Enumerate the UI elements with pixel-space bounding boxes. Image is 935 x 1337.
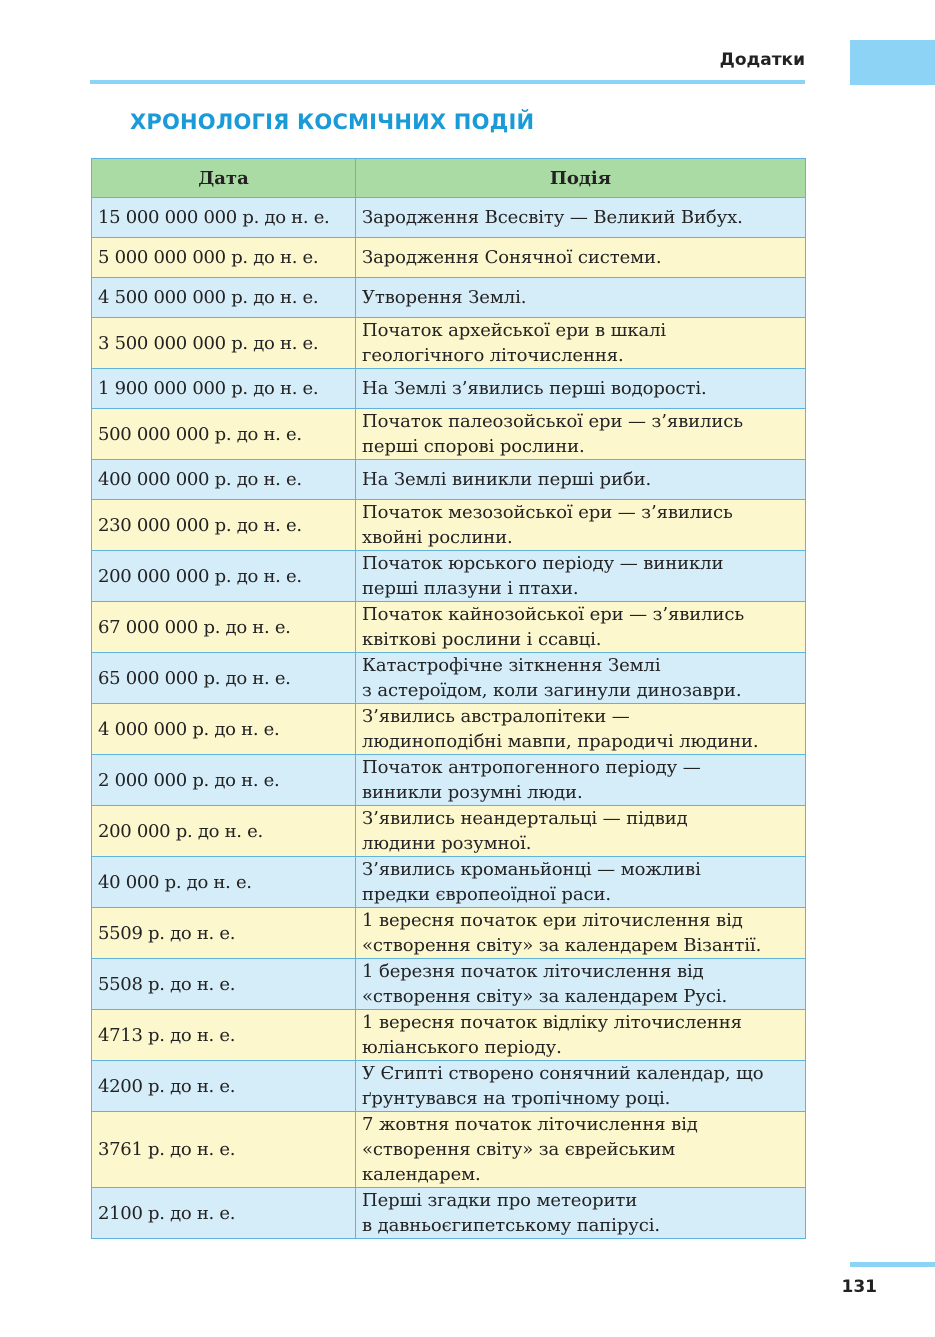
- chronology-table: [91, 158, 806, 1239]
- table-row: [92, 755, 806, 806]
- event-line: Початок мезозойської ери — з’явились: [362, 502, 733, 523]
- page-number: 131: [841, 1277, 877, 1297]
- event-description: [356, 857, 806, 908]
- event-line: 1 вересня початок відліку літочислення: [362, 1012, 742, 1033]
- table-row: [92, 1010, 806, 1061]
- table-row: [92, 704, 806, 755]
- event-line: «створення світу» за календарем Візантії.: [362, 935, 762, 956]
- table-row: [92, 806, 806, 857]
- event-date: 1 900 000 000 р. до н. е.: [92, 369, 356, 409]
- event-line: 7 жовтня початок літочислення від: [362, 1114, 698, 1135]
- table-row: [92, 857, 806, 908]
- column-header-date: Дата: [92, 159, 356, 198]
- table-row: [92, 278, 806, 318]
- event-line: квіткові рослини і ссавці.: [362, 629, 602, 650]
- event-description: [356, 959, 806, 1010]
- page-title: ХРОНОЛОГІЯ КОСМІЧНИХ ПОДІЙ: [130, 110, 535, 134]
- event-description: [356, 602, 806, 653]
- table-row: [92, 238, 806, 278]
- event-description: [356, 806, 806, 857]
- event-date: 400 000 000 р. до н. е.: [92, 460, 356, 500]
- event-line: Зародження Сонячної системи.: [362, 247, 662, 268]
- event-date: 4713 р. до н. е.: [92, 1010, 356, 1061]
- table-header-row: [92, 159, 806, 198]
- event-description: [356, 551, 806, 602]
- table-row: [92, 500, 806, 551]
- event-line: перші спорові рослини.: [362, 436, 585, 457]
- table-row: [92, 318, 806, 369]
- event-line: календарем.: [362, 1164, 481, 1185]
- event-line: людиноподібні мавпи, прародичі людини.: [362, 731, 759, 752]
- table-row: [92, 198, 806, 238]
- event-date: 3 500 000 000 р. до н. е.: [92, 318, 356, 369]
- event-date: 5 000 000 000 р. до н. е.: [92, 238, 356, 278]
- event-description: [356, 238, 806, 278]
- event-line: У Єгипті створено сонячний календар, що: [362, 1063, 764, 1084]
- event-line: Зародження Всесвіту — Великий Вибух.: [362, 207, 743, 228]
- event-date: 4 000 000 р. до н. е.: [92, 704, 356, 755]
- event-description: [356, 500, 806, 551]
- table-body: [92, 198, 806, 1239]
- table-row: [92, 460, 806, 500]
- event-line: Початок кайнозойської ери — з’явились: [362, 604, 745, 625]
- event-line: На Землі з’явились перші водорості.: [362, 378, 707, 399]
- table-row: [92, 1112, 806, 1188]
- event-date: 67 000 000 р. до н. е.: [92, 602, 356, 653]
- event-date: 5509 р. до н. е.: [92, 908, 356, 959]
- event-date: 500 000 000 р. до н. е.: [92, 409, 356, 460]
- event-date: 2100 р. до н. е.: [92, 1188, 356, 1239]
- event-line: предки європеоїдної раси.: [362, 884, 611, 905]
- event-line: перші плазуни і птахи.: [362, 578, 579, 599]
- event-description: [356, 278, 806, 318]
- event-date: 4 500 000 000 р. до н. е.: [92, 278, 356, 318]
- table-row: [92, 959, 806, 1010]
- table-row: [92, 602, 806, 653]
- event-line: Початок антропогенного періоду —: [362, 757, 701, 778]
- event-date: 200 000 000 р. до н. е.: [92, 551, 356, 602]
- table-row: [92, 369, 806, 409]
- event-line: Катастрофічне зіткнення Землі: [362, 655, 661, 676]
- event-line: ґрунтувався на тропічному році.: [362, 1088, 671, 1109]
- event-description: [356, 1010, 806, 1061]
- event-line: в давньоєгипетському папірусі.: [362, 1215, 660, 1236]
- event-line: «створення світу» за календарем Русі.: [362, 986, 728, 1007]
- event-date: 65 000 000 р. до н. е.: [92, 653, 356, 704]
- event-description: [356, 409, 806, 460]
- event-line: юліанського періоду.: [362, 1037, 562, 1058]
- event-line: З’явились кроманьйонці — можливі: [362, 859, 701, 880]
- event-description: [356, 369, 806, 409]
- event-date: 40 000 р. до н. е.: [92, 857, 356, 908]
- event-line: Початок юрського періоду — виникли: [362, 553, 724, 574]
- event-description: [356, 198, 806, 238]
- event-date: 200 000 р. до н. е.: [92, 806, 356, 857]
- event-line: Початок архейської ери в шкалі: [362, 320, 667, 341]
- event-description: [356, 704, 806, 755]
- corner-tab-decoration: [850, 40, 935, 85]
- footer-rule: [850, 1262, 935, 1267]
- event-date: 2 000 000 р. до н. е.: [92, 755, 356, 806]
- event-line: 1 березня початок літочислення від: [362, 961, 704, 982]
- event-line: виникли розумні люди.: [362, 782, 583, 803]
- event-line: Початок палеозойської ери — з’явились: [362, 411, 743, 432]
- event-line: З’явились австралопітеки —: [362, 706, 630, 727]
- table-row: [92, 1188, 806, 1239]
- event-line: хвойні рослини.: [362, 527, 513, 548]
- event-date: 3761 р. до н. е.: [92, 1112, 356, 1188]
- event-date: 15 000 000 000 р. до н. е.: [92, 198, 356, 238]
- event-description: [356, 1112, 806, 1188]
- event-line: «створення світу» за єврейським: [362, 1139, 676, 1160]
- section-label: Додатки: [719, 50, 805, 70]
- event-line: З’явились неандертальці — підвид: [362, 808, 688, 829]
- table-row: [92, 551, 806, 602]
- event-description: [356, 908, 806, 959]
- event-line: На Землі виникли перші риби.: [362, 469, 652, 490]
- event-line: 1 вересня початок ери літочислення від: [362, 910, 743, 931]
- table-row: [92, 908, 806, 959]
- table-row: [92, 653, 806, 704]
- table-row: [92, 409, 806, 460]
- event-line: геологічного літочислення.: [362, 345, 624, 366]
- event-description: [356, 460, 806, 500]
- event-description: [356, 653, 806, 704]
- event-line: людини розумної.: [362, 833, 532, 854]
- event-line: з астероїдом, коли загинули динозаври.: [362, 680, 742, 701]
- header-rule: [90, 80, 805, 84]
- event-date: 5508 р. до н. е.: [92, 959, 356, 1010]
- event-description: [356, 755, 806, 806]
- event-date: 4200 р. до н. е.: [92, 1061, 356, 1112]
- event-line: Утворення Землі.: [362, 287, 527, 308]
- event-line: Перші згадки про метеорити: [362, 1190, 638, 1211]
- column-header-event: Подія: [356, 159, 806, 198]
- table-row: [92, 1061, 806, 1112]
- event-description: [356, 318, 806, 369]
- event-description: [356, 1188, 806, 1239]
- event-description: [356, 1061, 806, 1112]
- event-date: 230 000 000 р. до н. е.: [92, 500, 356, 551]
